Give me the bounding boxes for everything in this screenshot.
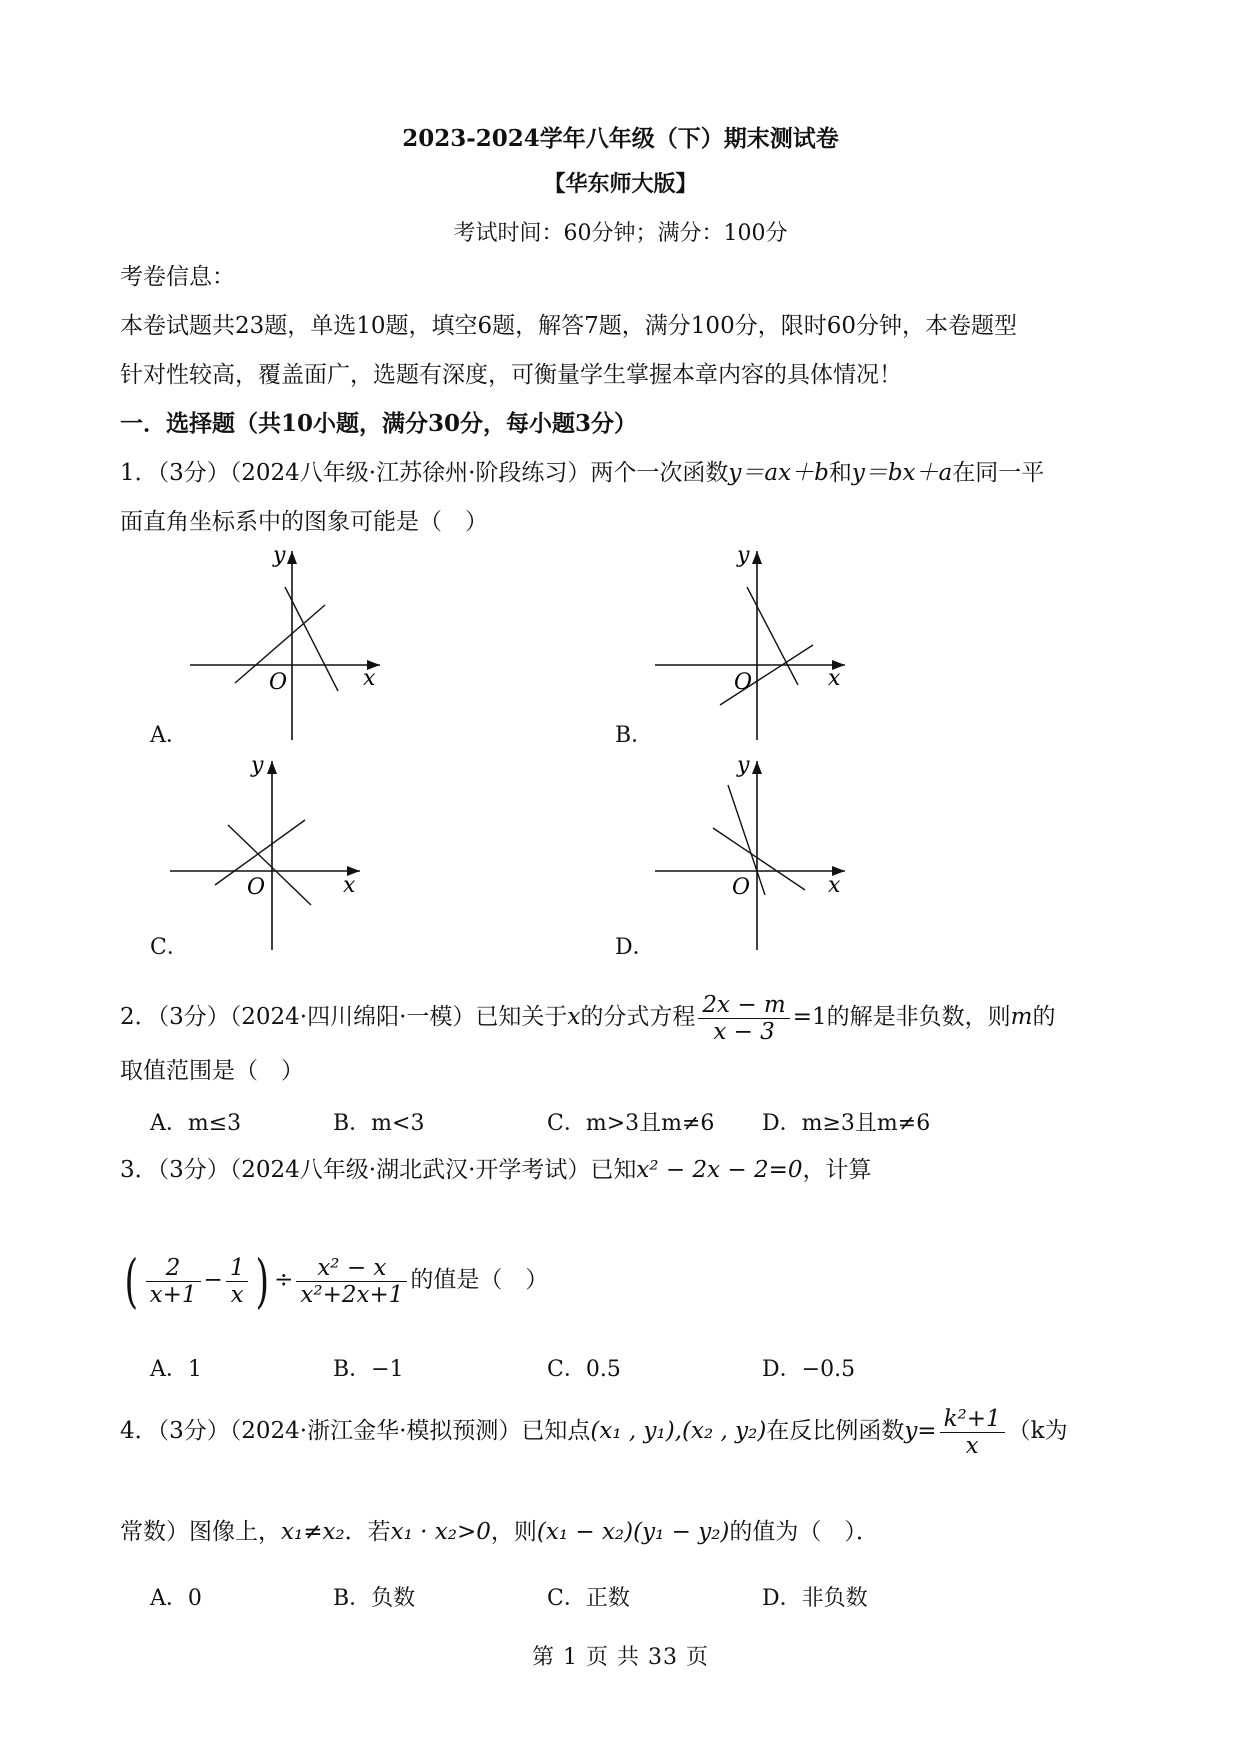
page-title: 2023-2024学年八年级（下）期末测试卷 bbox=[402, 125, 839, 152]
q1-function-1: y＝ax＋b bbox=[728, 460, 829, 486]
q4-option-b[interactable]: B．负数 bbox=[333, 1586, 416, 1611]
q3-option-d[interactable]: D．−0.5 bbox=[762, 1357, 856, 1382]
q1-option-b[interactable]: B． bbox=[615, 723, 654, 748]
q2-line2: 取值范围是（ ） bbox=[120, 1058, 304, 1084]
graph-b-origin: O bbox=[734, 670, 753, 695]
paper-info-line2: 针对性较高，覆盖面广，选题有深度，可衡量学生掌握本章内容的具体情况！ bbox=[120, 362, 902, 388]
graph-d-x-label: x bbox=[828, 873, 841, 898]
graph-c bbox=[165, 755, 365, 955]
q2-suffix1: 的解是非负数，则 bbox=[826, 1004, 1011, 1030]
question-3 bbox=[120, 1155, 872, 1185]
q3-suffix: ，计算 bbox=[802, 1157, 872, 1183]
q3-tail: 的值是（ ） bbox=[410, 1267, 549, 1293]
q2-eq: =1 bbox=[792, 1004, 827, 1030]
q2-option-a[interactable]: A．m≤3 bbox=[150, 1111, 242, 1136]
q3-option-b[interactable]: B．−1 bbox=[333, 1357, 404, 1382]
q2-fraction bbox=[698, 992, 789, 1045]
graph-d-y-label: y bbox=[737, 755, 750, 778]
q2-prefix: 2．（3分）（2024·四川绵阳·一模）已知关于 bbox=[120, 1004, 568, 1030]
q3-prefix: 3．（3分）（2024八年级·湖北武汉·开学考试）已知 bbox=[120, 1157, 637, 1183]
q1-option-c[interactable]: C． bbox=[150, 935, 189, 960]
paper-info-label: 考卷信息： bbox=[120, 264, 235, 290]
q4-line2: 常数）图像上，x₁≠x₂．若x₁ · x₂>0，则(x₁ − x₂)(y₁ − y₂)的值为（ ）． bbox=[120, 1519, 879, 1545]
question-1 bbox=[120, 458, 1044, 488]
q1-option-d[interactable]: D． bbox=[615, 935, 655, 960]
q2-frac-num: 2x − m bbox=[698, 992, 789, 1019]
question-2 bbox=[120, 990, 1055, 1045]
exam-info: 考试时间：60分钟；满分：100分 bbox=[453, 221, 788, 246]
q3-given: x² − 2x − 2=0 bbox=[636, 1157, 803, 1183]
q4-suffix: （k为 bbox=[1007, 1418, 1068, 1444]
q4-prefix: 4．（3分）（2024·浙江金华·模拟预测）已知点 bbox=[120, 1418, 591, 1444]
q1-mid: 和 bbox=[828, 460, 852, 486]
q4-points: (x₁ , y₁),(x₂ , y₂) bbox=[590, 1418, 767, 1444]
graph-c-y-label: y bbox=[251, 755, 264, 778]
question-4 bbox=[120, 1404, 1068, 1459]
paper-info-line1: 本卷试题共23题，单选10题，填空6题，解答7题，满分100分，限时60分钟，本卷题型 bbox=[120, 313, 1017, 339]
graph-a-origin: O bbox=[269, 670, 288, 695]
section-heading: 一．选择题（共10小题，满分30分，每小题3分） bbox=[120, 410, 638, 437]
q3-expression: ( $\frac{2}{x+1}$ − $\frac{1}{x}$ ) ÷ $\frac{\text{x² − x}}{\text{x²+2x+1}}$ 的值是（ ） bbox=[124, 1247, 549, 1315]
q3-frac-1: $\frac{2}{x+1}$ bbox=[146, 1255, 201, 1308]
q4-option-c[interactable]: C．正数 bbox=[547, 1586, 630, 1611]
q4-option-a[interactable]: A．0 bbox=[150, 1586, 202, 1611]
graph-b-y-label: y bbox=[737, 545, 750, 568]
q1-option-a[interactable]: A． bbox=[150, 723, 188, 748]
q2-frac-den: x − 3 bbox=[713, 1018, 775, 1045]
edition-label: 【华东师大版】 bbox=[543, 171, 698, 197]
q4-option-d[interactable]: D．非负数 bbox=[762, 1586, 868, 1611]
graph-c-origin: O bbox=[247, 875, 266, 900]
q4-fn-frac: $\frac{\text{k²+1}}{x}$ bbox=[940, 1406, 1005, 1459]
graph-b bbox=[650, 545, 850, 745]
graph-a bbox=[185, 545, 385, 745]
q3-option-a[interactable]: A．1 bbox=[150, 1357, 202, 1382]
q1-function-2: y＝bx＋a bbox=[851, 460, 953, 486]
q2-option-d[interactable]: D．m≥3且m≠6 bbox=[762, 1111, 931, 1136]
graph-d-origin: O bbox=[732, 875, 751, 900]
q3-frac-2: $\frac{1}{x}$ bbox=[226, 1255, 249, 1308]
graph-b-x-label: x bbox=[828, 666, 841, 691]
graph-c-x-label: x bbox=[343, 873, 356, 898]
q3-frac-3: $\frac{\text{x² − x}}{\text{x²+2x+1}}$ bbox=[296, 1255, 407, 1308]
q2-mid: 的分式方程 bbox=[580, 1004, 696, 1030]
q4-fn-lhs: y= bbox=[904, 1418, 937, 1444]
q3-option-c[interactable]: C．0.5 bbox=[547, 1357, 621, 1382]
graph-a-x-label: x bbox=[363, 666, 376, 691]
graph-a-y-label: y bbox=[273, 545, 286, 568]
q4-mid: 在反比例函数 bbox=[766, 1418, 905, 1444]
q1-suffix: 在同一平 bbox=[952, 460, 1045, 486]
q2-suffix2: 的 bbox=[1032, 1004, 1056, 1030]
page-number: 第 1 页 共 33 页 bbox=[532, 1645, 709, 1670]
q1-line2: 面直角坐标系中的图象可能是（ ） bbox=[120, 509, 488, 535]
graph-d bbox=[650, 755, 850, 955]
q2-option-b[interactable]: B．m<3 bbox=[333, 1111, 425, 1136]
q2-option-c[interactable]: C．m>3且m≠6 bbox=[547, 1111, 715, 1136]
q2-var-x: x bbox=[567, 1004, 581, 1030]
q1-prefix: 1．（3分）（2024八年级·江苏徐州·阶段练习）两个一次函数 bbox=[120, 460, 729, 486]
q2-var-m: m bbox=[1010, 1004, 1033, 1030]
